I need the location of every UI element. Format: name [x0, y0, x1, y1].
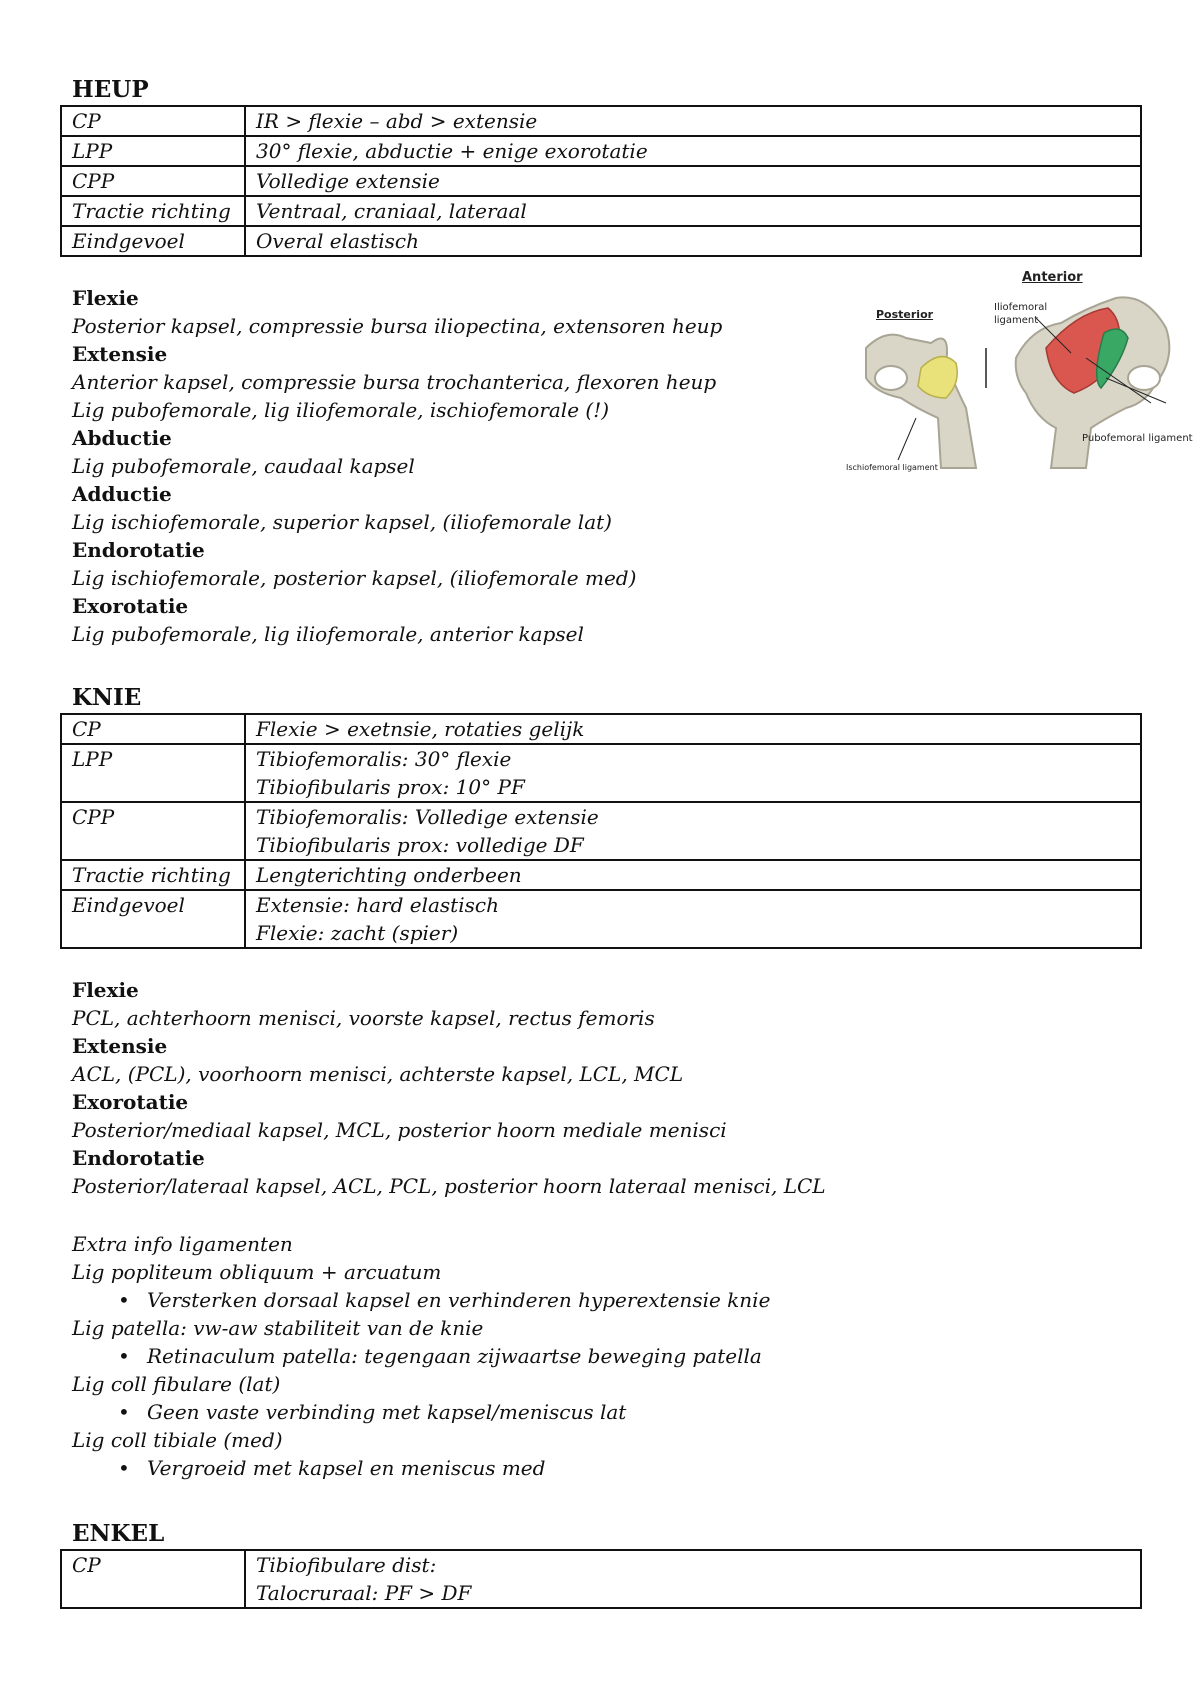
table-row — [61, 890, 1141, 948]
motion-text: Lig ischiofemorale, posterior kapsel, (iliofemorale med) — [72, 566, 637, 590]
enkel-table — [60, 1549, 1142, 1609]
list-item: • Vergroeid met kapsel en meniscus med — [118, 1456, 546, 1480]
table-cell-label: LPP — [61, 136, 245, 166]
motion-heading: Extensie — [72, 342, 168, 366]
posterior-label: Posterior — [876, 308, 934, 321]
motion-heading: Exorotatie — [72, 594, 189, 618]
table-row — [61, 860, 1141, 890]
motion-heading: Exorotatie — [72, 1090, 189, 1114]
table-cell-value: Tibiofibulare dist: Talocruraal: PF > DF — [245, 1550, 1141, 1608]
extra-item: Lig patella: vw-aw stabiliteit van de knie — [72, 1316, 484, 1340]
table-cell-value: Flexie > exetnsie, rotaties gelijk — [245, 714, 1141, 744]
hip-ligament-figure — [846, 268, 1200, 480]
obturator-foramen — [875, 366, 907, 390]
heup-motions — [72, 284, 722, 648]
table-cell-label: Tractie richting — [61, 860, 245, 890]
extra-bullet-list — [72, 1342, 770, 1370]
table-cell-value: Lengterichting onderbeen — [245, 860, 1141, 890]
list-item: • Geen vaste verbinding met kapsel/meniscus lat — [118, 1400, 627, 1424]
motion-heading: Endorotatie — [72, 538, 205, 562]
bullet-icon: • — [118, 1400, 130, 1424]
motion-text: Posterior/lateraal kapsel, ACL, PCL, posterior hoorn lateraal menisci, LCL — [72, 1174, 826, 1198]
posterior-pelvis — [866, 335, 976, 468]
table-row — [61, 802, 1141, 860]
bullet-icon: • — [118, 1344, 130, 1368]
motion-heading: Flexie — [72, 286, 139, 310]
table-cell-value: Overal elastisch — [245, 226, 1141, 256]
table-cell-label: CPP — [61, 802, 245, 860]
table-row — [61, 166, 1141, 196]
motion-heading: Abductie — [72, 426, 172, 450]
list-item: • Versterken dorsaal kapsel en verhinderen hyperextensie knie — [118, 1288, 771, 1312]
hip-ligament-illustration — [846, 268, 1200, 480]
extra-item: Lig coll tibiale (med) — [72, 1428, 283, 1452]
motion-text: Lig pubofemorale, lig iliofemorale, ischiofemorale (!) — [72, 398, 610, 422]
table-row — [61, 226, 1141, 256]
motion-heading: Endorotatie — [72, 1146, 205, 1170]
bullet-icon: • — [118, 1288, 130, 1312]
motion-text: PCL, achterhoorn menisci, voorste kapsel, rectus femoris — [72, 1006, 655, 1030]
table-row — [61, 1550, 1141, 1608]
iliofemoral-label-1: Iliofemoral — [994, 302, 1048, 313]
section-title-enkel: ENKEL — [72, 1520, 165, 1547]
table-row — [61, 106, 1141, 136]
table-cell-label: CP — [61, 714, 245, 744]
extra-item: Lig coll fibulare (lat) — [72, 1372, 281, 1396]
ischiofemoral-label: Ischiofemoral ligament — [846, 463, 938, 472]
table-cell-value: Ventraal, craniaal, lateraal — [245, 196, 1141, 226]
motion-heading: Flexie — [72, 978, 139, 1002]
extra-info-title: Extra info ligamenten — [72, 1232, 293, 1256]
extra-bullet-list — [72, 1454, 770, 1482]
table-cell-label: LPP — [61, 744, 245, 802]
table-cell-label: CP — [61, 106, 245, 136]
motion-text: Lig pubofemorale, caudaal kapsel — [72, 454, 415, 478]
table-cell-value: IR > flexie – abd > extensie — [245, 106, 1141, 136]
table-cell-value: Volledige extensie — [245, 166, 1141, 196]
iliofemoral-label-2: ligament — [994, 315, 1039, 326]
table-cell-value: Extensie: hard elastisch Flexie: zacht (spier) — [245, 890, 1141, 948]
bullet-icon: • — [118, 1456, 130, 1480]
section-title-knie: KNIE — [72, 684, 142, 711]
knie-table — [60, 713, 1142, 949]
table-row — [61, 714, 1141, 744]
motion-text: Anterior kapsel, compressie bursa trochanterica, flexoren heup — [72, 370, 717, 394]
table-cell-value: 30° flexie, abductie + enige exorotatie — [245, 136, 1141, 166]
motion-text: Lig ischiofemorale, superior kapsel, (iliofemorale lat) — [72, 510, 612, 534]
table-cell-value: Tibiofemoralis: Volledige extensie Tibiofibularis prox: volledige DF — [245, 802, 1141, 860]
extra-bullet-list — [72, 1286, 770, 1314]
section-title-heup: HEUP — [72, 76, 149, 103]
table-cell-value: Tibiofemoralis: 30° flexie Tibiofibularis prox: 10° PF — [245, 744, 1141, 802]
table-cell-label: CPP — [61, 166, 245, 196]
table-row — [61, 196, 1141, 226]
motion-text: ACL, (PCL), voorhoorn menisci, achterste kapsel, LCL, MCL — [72, 1062, 684, 1086]
extra-item: Lig popliteum obliquum + arcuatum — [72, 1260, 442, 1284]
motion-text: Posterior kapsel, compressie bursa iliopectina, extensoren heup — [72, 314, 723, 338]
heup-table — [60, 105, 1142, 257]
table-cell-label: Eindgevoel — [61, 226, 245, 256]
motion-heading: Extensie — [72, 1034, 168, 1058]
pubofemoral-label: Pubofemoral ligament — [1082, 433, 1193, 444]
knie-motions — [72, 976, 826, 1200]
table-row — [61, 136, 1141, 166]
table-cell-label: Tractie richting — [61, 196, 245, 226]
motion-heading: Adductie — [72, 482, 172, 506]
motion-text: Posterior/mediaal kapsel, MCL, posterior hoorn mediale menisci — [72, 1118, 727, 1142]
list-item: • Retinaculum patella: tegengaan zijwaartse beweging patella — [118, 1344, 762, 1368]
table-cell-label: CP — [61, 1550, 245, 1608]
table-row — [61, 744, 1141, 802]
table-cell-label: Eindgevoel — [61, 890, 245, 948]
anterior-label: Anterior — [1022, 270, 1083, 285]
extra-bullet-list — [72, 1398, 770, 1426]
knie-extra-info — [72, 1230, 770, 1482]
motion-text: Lig pubofemorale, lig iliofemorale, anterior kapsel — [72, 622, 584, 646]
